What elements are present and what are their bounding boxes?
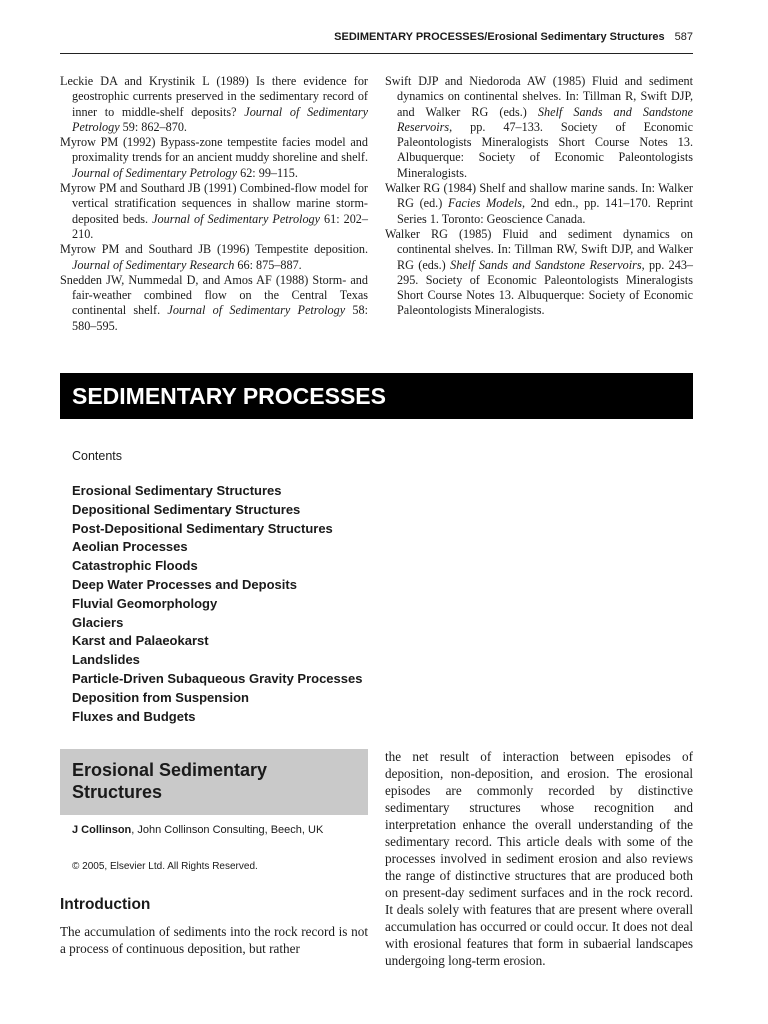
- reference-item: Swift DJP and Niedoroda AW (1985) Fluid and sediment dynamics on continental shelves. In: Tillman R, Swift DJP, and Walker RG (eds.) Shelf Sands and Sandstone Reservoirs, pp. 47–133. Society of Economic Paleontologists Mineralogists Short Course Notes 13. Albuquerque: Society of Economic Paleontologists Mineralogists.: [385, 74, 693, 180]
- contents-item[interactable]: Deposition from Suspension: [72, 689, 249, 705]
- author-name: J Collinson: [72, 824, 132, 836]
- contents-item[interactable]: Depositional Sedimentary Structures: [72, 501, 301, 517]
- reference-item: Walker RG (1984) Shelf and shallow marine sands. In: Walker RG (ed.) Facies Models, 2nd edn., pp. 141–170. Reprint Series 1. Toronto: Geoscience Canada.: [385, 181, 693, 226]
- author-block: [72, 823, 362, 838]
- reference-item: Myrow PM and Southard JB (1991) Combined-flow model for vertical stratification sequences in shallow marine storm-deposited beds. Journal of Sedimentary Petrology 61: 202–210.: [60, 181, 368, 241]
- contents-item[interactable]: Landslides: [72, 652, 140, 668]
- header-rule: [60, 53, 693, 54]
- reference-item: Leckie DA and Krystinik L (1989) Is there evidence for geostrophic currents preserved in the sedimentary record of inner to middle-shelf deposits? Journal of Sedimentary Petrology 59: 862–870.: [60, 74, 368, 134]
- author-affiliation: , John Collinson Consulting, Beech, UK: [131, 824, 324, 836]
- reference-item: Snedden JW, Nummedal D, and Amos AF (1988) Storm- and fair-weather combined flow on the Central Texas continental shelf. Journal of Sedimentary Petrology 58: 580–595.: [60, 272, 368, 333]
- copyright-notice: © 2005, Elsevier Ltd. All Rights Reserved.: [72, 861, 258, 872]
- running-head: [60, 31, 693, 51]
- contents-item[interactable]: Particle-Driven Subaqueous Gravity Processes: [72, 670, 363, 686]
- reference-item: Myrow PM and Southard JB (1996) Tempestite deposition. Journal of Sedimentary Research 66: 875–887.: [60, 242, 368, 272]
- reference-item: Myrow PM (1992) Bypass-zone tempestite facies model and proximality trends for an ancient muddy shoreline and shelf. Journal of Sedimentary Petrology 62: 99–115.: [60, 135, 368, 180]
- contents-item[interactable]: Karst and Palaeokarst: [72, 633, 209, 649]
- contents-label: Contents: [72, 449, 123, 463]
- introduction-heading: Introduction: [60, 896, 151, 913]
- contents-list: [72, 482, 362, 726]
- contents-item[interactable]: Fluxes and Budgets: [72, 708, 196, 724]
- contents-item[interactable]: Post-Depositional Sedimentary Structures: [72, 520, 333, 536]
- contents-item[interactable]: Catastrophic Floods: [72, 558, 198, 574]
- introduction-text-left: The accumulation of sediments into the rock record is not a process of continuous deposition, but rather: [60, 924, 368, 956]
- page-number: 587: [674, 31, 693, 43]
- contents-item[interactable]: Erosional Sedimentary Structures: [72, 483, 282, 498]
- reference-item: Walker RG (1985) Fluid and sediment dynamics on continental shelves. In: Tillman RW, Swift DJP, and Walker RG (eds.) Shelf Sands and Sandstone Reservoirs, pp. 243–295. Society of Economic Paleontologists Mineralogists Short Course Notes 13. Albuquerque: Society of Economic Paleontologists Mineralogists.: [385, 226, 693, 318]
- references-right-column: [385, 74, 693, 319]
- contents-item[interactable]: Deep Water Processes and Deposits: [72, 576, 297, 592]
- article-title-line-2: Structures: [72, 782, 163, 802]
- contents-item[interactable]: Aeolian Processes: [72, 539, 188, 555]
- running-head-title: SEDIMENTARY PROCESSES/Erosional Sedimentary Structures: [334, 31, 665, 43]
- contents-item[interactable]: Fluvial Geomorphology: [72, 595, 218, 611]
- introduction-text-right: the net result of interaction between episodes of deposition, non-deposition, and erosion. The erosional episodes are commonly recorded by distinctive sedimentary structures whose recognition and interpretation enhance the overall understanding of the sedimentary record. This article deals with some of the processes involved in sediment erosion and also reviews the range of distinctive structures that are produced both on present-day sediment surfaces and in the rock record. It deals solely with features that are present where overall accumulation has occurred or could occur. It does not deal with erosional features that form in subaerial landscapes undergoing long-term erosion.: [385, 749, 693, 968]
- section-banner: SEDIMENTARY PROCESSES: [60, 373, 693, 419]
- article-title-line-1: Erosional Sedimentary: [72, 760, 268, 780]
- contents-item[interactable]: Glaciers: [72, 614, 124, 630]
- references-left-column: [60, 74, 368, 334]
- article-title-box: [60, 749, 368, 815]
